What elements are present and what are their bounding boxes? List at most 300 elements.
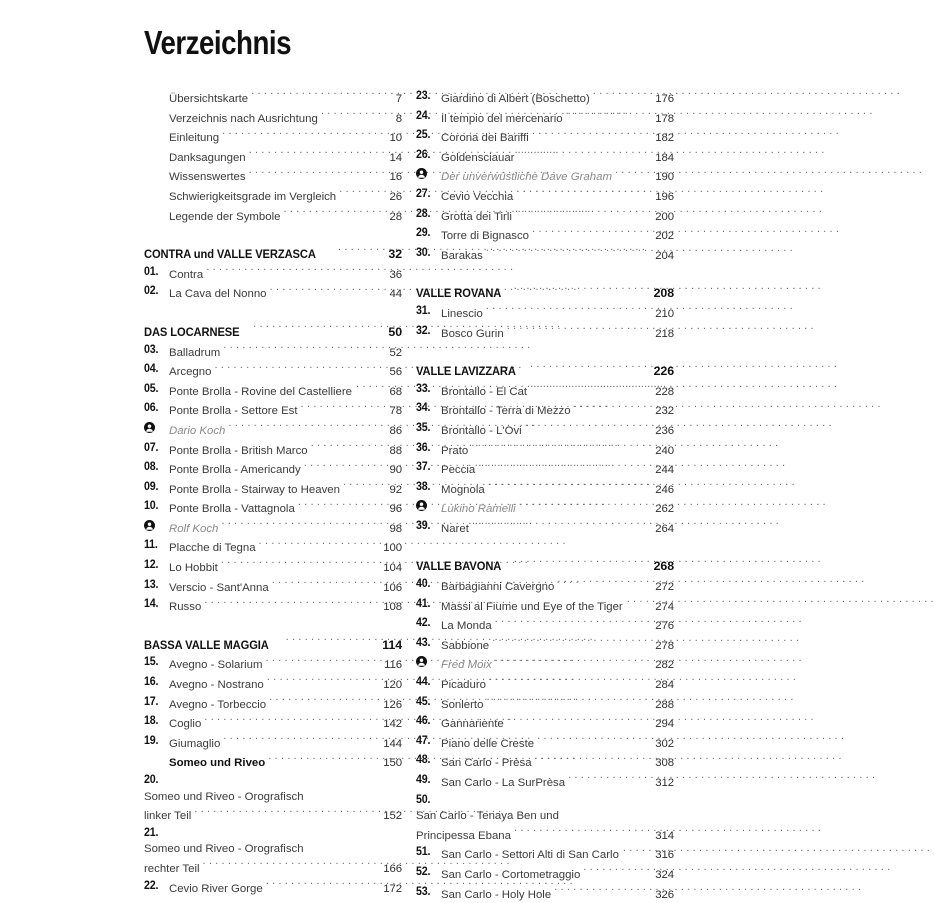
dot-leader: [266, 878, 376, 892]
page-number: 314: [655, 829, 674, 842]
entry-label: Peccia: [441, 464, 476, 477]
dot-leader: [268, 752, 376, 766]
dot-leader: [301, 400, 376, 414]
toc-entry[interactable]: [416, 772, 674, 792]
entry-number: 43.: [416, 635, 431, 649]
dot-leader: [223, 342, 376, 356]
entry-label: Contra: [169, 268, 204, 281]
page-number: 28: [389, 210, 402, 223]
toc-entry[interactable]: [416, 245, 674, 265]
dot-leader: [486, 303, 648, 317]
dot-leader: [514, 825, 648, 839]
entry-label: Linescio: [441, 307, 483, 320]
toc-entry[interactable]: [144, 283, 402, 303]
entry-number: 03.: [144, 342, 159, 356]
toc-entry[interactable]: [144, 596, 402, 616]
page-number: 56: [389, 366, 402, 379]
entry-label: Barbagianni Cavergno: [441, 581, 555, 594]
entry-label: Cevio River Gorge: [169, 882, 263, 895]
entry-body: [441, 245, 674, 265]
dot-leader: [623, 844, 648, 858]
page-number: 172: [383, 882, 402, 895]
entry-number: 29.: [416, 226, 431, 240]
dot-leader: [535, 752, 648, 766]
entry-number: 02.: [144, 284, 159, 298]
entry-label: Piano delle Creste: [441, 737, 535, 750]
entry-body: [441, 772, 674, 792]
entry-number: 27.: [416, 186, 431, 200]
entry-number: 52.: [416, 864, 431, 878]
dot-leader: [615, 166, 648, 180]
page-number: 88: [389, 444, 402, 457]
entry-number: 16.: [144, 675, 159, 689]
dot-leader: [627, 596, 648, 610]
page-number: 302: [655, 737, 674, 750]
entry-label: Giumaglio: [169, 737, 221, 750]
page-number: 152: [383, 810, 402, 823]
dot-leader: [495, 654, 648, 668]
entry-body: [169, 283, 402, 303]
entry-label: Brontallo - Terra di Mezzo: [441, 405, 571, 418]
dot-leader: [515, 206, 648, 220]
entry-label: Fred Moix: [441, 659, 492, 672]
dot-leader: [492, 635, 648, 649]
entry-number: 12.: [144, 558, 159, 572]
entry-label: La Cava del Nonno: [169, 288, 267, 301]
entry-number: 47.: [416, 733, 431, 747]
entry-label: linker Teil: [144, 810, 192, 823]
toc-column-left: [144, 88, 402, 897]
toc-entry[interactable]: [416, 518, 674, 538]
dot-leader: [228, 420, 376, 434]
entry-label: Massi al Fiume und Eye of the Tiger: [441, 600, 623, 613]
page-number: 226: [653, 364, 674, 379]
entry-number: 33.: [416, 381, 431, 395]
entry-number: 07.: [144, 440, 159, 454]
dot-leader: [472, 518, 648, 532]
entry-label: Cevio Vecchia: [441, 190, 514, 203]
entry-number: 11.: [144, 538, 158, 552]
entry-label: Ponte Brolla - Americandy: [169, 464, 301, 477]
dot-leader: [321, 108, 376, 122]
entry-label: San Carlo - Prèsa: [441, 757, 532, 770]
entry-label: Torre di Bignasco: [441, 230, 530, 243]
page-number: 276: [655, 620, 674, 633]
entry-number: 19.: [144, 733, 159, 747]
entry-number: 08.: [144, 460, 159, 474]
entry-label: San Carlo - Tenaya Ben und: [416, 810, 559, 823]
entry-label: Someo und Riveo - Orografisch: [144, 790, 304, 803]
dot-leader: [311, 440, 376, 454]
dot-leader: [222, 127, 376, 141]
page-number: 50: [388, 324, 402, 339]
page-number: 288: [655, 698, 674, 711]
entry-label: Sonlerto: [441, 698, 484, 711]
page-number: 284: [655, 679, 674, 692]
entry-label: Brontallo - L'Ovi: [441, 424, 522, 437]
toc-entry[interactable]: [144, 878, 402, 898]
dot-leader: [489, 674, 648, 688]
entry-number: 38.: [416, 479, 431, 493]
page-number: 326: [655, 888, 674, 901]
entry-body: [169, 752, 402, 772]
entry-label: Balladrum: [169, 346, 221, 359]
dot-leader: [530, 381, 648, 395]
page-number: 176: [655, 93, 674, 105]
dot-leader: [532, 225, 648, 239]
entry-label: Ponte Brolla - Settore Est: [169, 405, 298, 418]
dot-leader: [519, 498, 648, 512]
entry-number: 28.: [416, 206, 431, 220]
page-number: 178: [655, 112, 674, 125]
entry-number: 30.: [416, 245, 431, 259]
entry-label: Legende der Symbole: [169, 210, 281, 223]
person-portrait-icon: [416, 654, 441, 671]
entry-number: 41.: [416, 596, 431, 610]
entry-label: Wissenswertes: [169, 171, 246, 184]
page-number: 10: [389, 132, 402, 145]
page-number: 268: [653, 559, 674, 574]
dot-leader: [253, 322, 376, 336]
dot-leader: [583, 864, 648, 878]
dot-leader: [507, 713, 648, 727]
entry-label: Sabbione: [441, 639, 490, 652]
page-number: 240: [655, 444, 674, 457]
page-number: 86: [389, 424, 402, 437]
entry-label: Lo Hobbit: [169, 562, 218, 575]
entry-number: 42.: [416, 616, 431, 630]
toc-entry[interactable]: [416, 884, 674, 903]
entry-number: 18.: [144, 714, 159, 728]
dot-leader: [204, 596, 376, 610]
entry-second-line: [144, 805, 402, 825]
entry-label: Ponte Brolla - Stairway to Heaven: [169, 483, 340, 496]
entry-label: Ponte Brolla - British Marco: [169, 444, 308, 457]
dot-leader: [488, 479, 648, 493]
entry-label: Barakas: [441, 249, 483, 262]
dot-leader: [514, 283, 648, 297]
entry-body: [169, 596, 402, 616]
entry-number: 34.: [416, 401, 431, 415]
dot-leader: [537, 733, 648, 747]
dot-leader: [568, 772, 648, 786]
page-number: 184: [655, 151, 674, 164]
entry-label: San Carlo - Holy Hole: [441, 888, 552, 901]
dot-leader: [270, 283, 376, 297]
page-number: 196: [655, 190, 674, 203]
entry-label: Someo und Riveo - Orografisch: [144, 843, 304, 856]
entry-number: 25.: [416, 128, 431, 142]
page-number: 68: [389, 385, 402, 398]
toc-entry[interactable]: [416, 792, 674, 845]
entry-label: Avegno - Torbeccio: [169, 698, 267, 711]
dot-leader: [495, 615, 648, 629]
dot-leader: [478, 459, 648, 473]
entry-body: [441, 323, 674, 343]
entry-number: 39.: [416, 518, 431, 532]
page-number: 232: [655, 405, 674, 418]
entry-label: Prato: [441, 444, 469, 457]
entry-label: Corona dei Bariffi: [441, 132, 529, 145]
page-number: 32: [388, 247, 402, 262]
page-number: 294: [655, 718, 674, 731]
dot-leader: [251, 88, 376, 102]
dot-leader: [203, 858, 376, 872]
page-number: 190: [655, 171, 674, 184]
page-number: 166: [383, 862, 402, 875]
entry-label: Übersichtskarte: [169, 93, 249, 105]
page-number: 204: [655, 249, 674, 262]
dot-leader: [338, 244, 376, 258]
page-number: 116: [384, 659, 402, 672]
entry-number: 50.: [416, 792, 431, 806]
entry-number: 15.: [144, 655, 159, 669]
dot-leader: [221, 518, 376, 532]
entry-number: 22.: [144, 878, 159, 892]
page-number: 142: [383, 718, 402, 731]
entry-label: Picaduro: [441, 679, 486, 692]
page-number: 262: [655, 503, 674, 516]
entry-label: Danksagungen: [169, 151, 246, 164]
entry-label: Verscio - Sant'Anna: [169, 581, 269, 594]
entry-label: Ponte Brolla - Rovine del Castelliere: [169, 385, 352, 398]
toc-entry[interactable]: [144, 752, 402, 772]
page-number: 114: [382, 637, 402, 652]
page-number: 182: [655, 132, 674, 145]
page-number: 90: [389, 464, 402, 477]
page-number: 150: [383, 757, 402, 770]
entry-number: 49.: [416, 773, 431, 786]
dot-leader: [298, 498, 376, 512]
entry-number: 09.: [144, 479, 159, 493]
dot-leader: [566, 108, 648, 122]
entry-number: 10.: [144, 499, 159, 513]
entry-label: Bosco Gurin: [441, 327, 504, 340]
entry-label: San Carlo - La SurPrèsa: [441, 777, 566, 789]
page-number: 78: [389, 405, 402, 418]
page-number: 218: [655, 327, 674, 340]
entry-body: [169, 206, 402, 226]
dot-leader: [343, 479, 376, 493]
entry-number: 53.: [416, 884, 431, 898]
entry-label: Giardino di Albert (Boschetto): [441, 93, 590, 105]
dot-leader: [530, 361, 648, 375]
dot-leader: [471, 440, 648, 454]
entry-label: Gannariente: [441, 718, 504, 731]
entry-number: 51.: [416, 845, 431, 859]
entry-number: 06.: [144, 401, 159, 415]
entry-label: BASSA VALLE MAGGIA: [144, 637, 269, 652]
dot-leader: [272, 577, 376, 591]
page-number: 144: [383, 737, 402, 750]
entry-label: Arcegno: [169, 366, 212, 379]
page-number: 272: [655, 581, 674, 594]
page-number: 236: [655, 424, 674, 437]
page-number: 36: [389, 268, 402, 281]
dot-leader: [507, 323, 648, 337]
toc-entry[interactable]: [144, 206, 402, 226]
dot-leader: [593, 88, 648, 102]
entry-label: VALLE LAVIZZARA: [416, 364, 516, 379]
dot-leader: [206, 264, 376, 278]
entry-number: 46.: [416, 714, 431, 728]
entry-number: 01.: [144, 264, 159, 278]
dot-leader: [269, 694, 376, 708]
page-number: 244: [655, 464, 674, 477]
entry-label: Lukino Ramelli: [441, 503, 516, 516]
entry-number: 20.: [144, 773, 159, 786]
person-portrait-icon: [144, 420, 169, 437]
entry-label: Russo: [169, 601, 202, 614]
page-number: 8: [395, 112, 402, 125]
entry-label: Der unverwüstliche Dave Graham: [441, 171, 612, 184]
dot-leader: [221, 557, 376, 571]
entry-number: 05.: [144, 381, 159, 395]
dot-leader: [554, 884, 648, 898]
dot-leader: [516, 186, 648, 200]
entry-label: Principessa Ebana: [416, 829, 511, 842]
page-number: 264: [655, 522, 674, 535]
page-number: 52: [389, 346, 402, 359]
entry-label: Avegno - Solarium: [169, 659, 263, 672]
toc-entry[interactable]: [416, 323, 674, 343]
dot-leader: [249, 147, 376, 161]
entry-number: 37.: [416, 460, 431, 474]
entry-number: 40.: [416, 577, 431, 591]
person-portrait-icon: [416, 498, 441, 515]
page-number: 278: [655, 639, 674, 652]
dot-leader: [194, 805, 376, 819]
page-number: 208: [653, 286, 674, 301]
page-number: 200: [655, 210, 674, 223]
page-number: 120: [383, 679, 402, 692]
entry-label: Dario Koch: [169, 424, 226, 437]
dot-leader: [557, 576, 648, 590]
entry-label: Goldensciauar: [441, 151, 515, 164]
page-number: 104: [383, 562, 402, 575]
dot-leader: [356, 381, 376, 395]
page-number: 44: [389, 288, 402, 301]
entry-label: Coglio: [169, 718, 202, 731]
entry-number: 48.: [416, 753, 431, 767]
toc-entry[interactable]: [144, 772, 402, 825]
page-number: 316: [655, 849, 674, 862]
page-number: 282: [655, 659, 674, 672]
page-number: 100: [383, 542, 402, 555]
entry-number: 44.: [416, 675, 431, 689]
entry-label: Avegno - Nostrano: [169, 679, 264, 692]
entry-label: Einleitung: [169, 132, 220, 145]
entry-label: Someo und Riveo: [169, 757, 266, 770]
page-number: 202: [655, 230, 674, 243]
dot-leader: [486, 694, 648, 708]
dot-leader: [286, 635, 376, 649]
page-number: 324: [655, 868, 674, 881]
entry-label: La Monda: [441, 620, 492, 633]
entry-number: 26.: [416, 147, 431, 161]
dot-leader: [517, 147, 648, 161]
page-number: 98: [389, 522, 402, 535]
dot-leader: [525, 420, 648, 434]
entry-body: [441, 518, 674, 538]
entry-label: Brontallo - El Cat: [441, 385, 528, 398]
entry-label: Ponte Brolla - Vattagnola: [169, 503, 295, 516]
entry-number: 21.: [144, 825, 159, 839]
entry-number: 13.: [144, 577, 159, 591]
entry-number: 14.: [144, 597, 159, 611]
entry-number: 35.: [416, 420, 431, 434]
dot-leader: [514, 556, 648, 570]
dot-leader: [339, 186, 376, 200]
page-number: 92: [389, 483, 402, 496]
entry-label: CONTRA und VALLE VERZASCA: [144, 247, 316, 262]
entry-label: VALLE ROVANA: [416, 286, 502, 301]
person-portrait-icon: [144, 518, 169, 535]
page-number: 14: [389, 151, 402, 164]
page-number: 7: [395, 93, 402, 105]
entry-label: DAS LOCARNESE: [144, 324, 240, 339]
dot-leader: [574, 400, 648, 414]
entry-label: Il tempio del mercenario: [441, 112, 563, 125]
toc-entry[interactable]: [144, 825, 402, 878]
entry-number: 04.: [144, 362, 159, 376]
dot-leader: [304, 459, 376, 473]
entry-label: Schwierigkeitsgrade im Vergleich: [169, 190, 337, 203]
entry-number: 24.: [416, 108, 431, 122]
dot-leader: [204, 713, 376, 727]
page-number: 228: [655, 385, 674, 398]
entry-number: 45.: [416, 694, 431, 708]
entry-number: 36.: [416, 440, 431, 454]
entry-label: VALLE BAVONA: [416, 559, 502, 574]
entry-label: Placche di Tegna: [169, 542, 256, 555]
dot-leader: [259, 537, 376, 551]
page-number: 210: [655, 307, 674, 320]
page-number: 312: [655, 777, 674, 789]
entry-label: Mognola: [441, 483, 485, 496]
entry-body: [441, 884, 674, 903]
entry-number: 32.: [416, 323, 431, 337]
entry-label: San Carlo - Cortometraggio: [441, 868, 581, 881]
page-number: 246: [655, 483, 674, 496]
entry-label: Grotta dei Tirli: [441, 210, 512, 223]
entry-number: 31.: [416, 303, 431, 317]
entry-label: Verzeichnis nach Ausrichtung: [169, 112, 318, 125]
page-number: 126: [383, 698, 402, 711]
dot-leader: [223, 733, 376, 747]
page-number: 106: [383, 581, 402, 594]
page-number: 26: [389, 190, 402, 203]
entry-body: [144, 789, 402, 825]
entry-number: 23.: [416, 89, 431, 102]
dot-leader: [267, 674, 376, 688]
page-number: 108: [383, 601, 402, 614]
entry-label: Rolf Koch: [169, 522, 219, 535]
dot-leader: [266, 654, 377, 668]
page-number: 96: [389, 503, 402, 516]
entry-label: rechter Teil: [144, 862, 200, 875]
entry-label: Naret: [441, 522, 469, 535]
page-number: 16: [389, 171, 402, 184]
toc-column-right: [416, 88, 674, 903]
dot-leader: [214, 361, 376, 375]
page-number: 308: [655, 757, 674, 770]
person-portrait-icon: [416, 166, 441, 183]
page-title: Verzeichnis: [144, 24, 291, 61]
dot-leader: [486, 245, 648, 259]
entry-number: 17.: [144, 694, 159, 708]
entry-body: [169, 878, 402, 898]
